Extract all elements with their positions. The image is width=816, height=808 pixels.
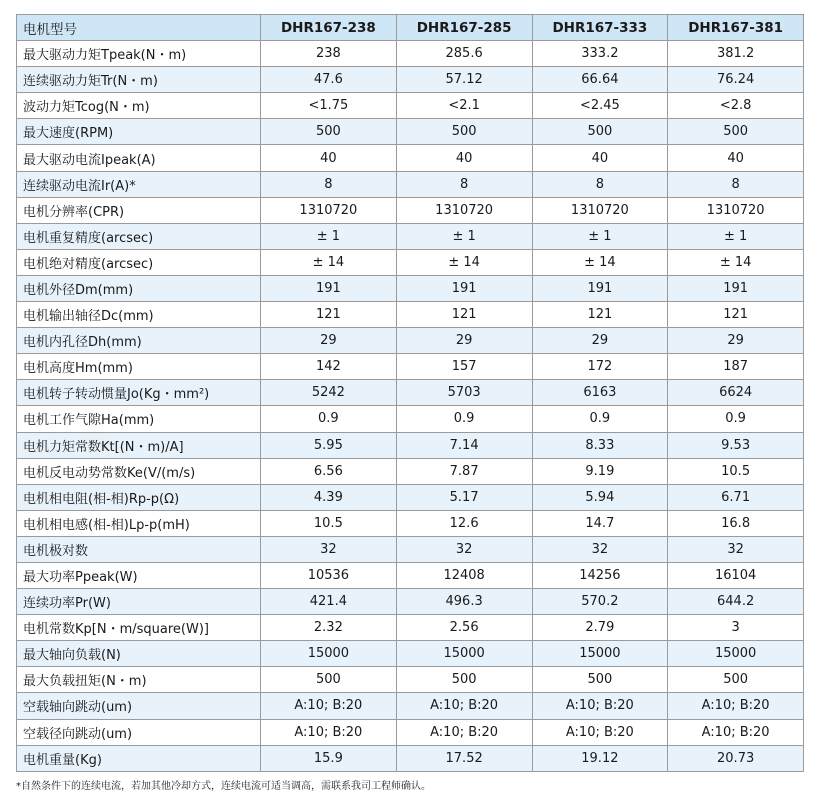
row-label-cell: 电机反电动势常数Ke(V/(m/s) xyxy=(17,458,261,484)
value-cell: 9.19 xyxy=(532,458,668,484)
value-cell: 500 xyxy=(668,119,804,145)
value-cell: 20.73 xyxy=(668,745,804,771)
value-cell: 4.39 xyxy=(261,484,397,510)
table-row xyxy=(17,615,804,641)
value-cell: 9.53 xyxy=(668,432,804,458)
value-cell: 5703 xyxy=(396,380,532,406)
value-cell: 2.79 xyxy=(532,615,668,641)
value-cell: <2.45 xyxy=(532,93,668,119)
value-cell: 15000 xyxy=(532,641,668,667)
value-cell: 8 xyxy=(668,171,804,197)
row-label-cell: 电机工作气隙Ha(mm) xyxy=(17,406,261,432)
value-cell: 121 xyxy=(261,302,397,328)
value-cell: 5.17 xyxy=(396,484,532,510)
value-cell: A:10; B:20 xyxy=(532,719,668,745)
value-cell: 191 xyxy=(668,275,804,301)
value-cell: 121 xyxy=(668,302,804,328)
table-row xyxy=(17,510,804,536)
table-row xyxy=(17,328,804,354)
row-label-cell: 电机分辨率(CPR) xyxy=(17,197,261,223)
table-row xyxy=(17,197,804,223)
value-cell: A:10; B:20 xyxy=(668,693,804,719)
value-cell: 6624 xyxy=(668,380,804,406)
table-row xyxy=(17,302,804,328)
footnote: *自然条件下的连续电流，若加其他冷却方式，连续电流可适当调高，需联系我司工程师确认。 xyxy=(16,780,431,792)
value-cell: 191 xyxy=(532,275,668,301)
value-cell: 421.4 xyxy=(261,589,397,615)
value-cell: ± 1 xyxy=(261,223,397,249)
value-cell: 15.9 xyxy=(261,745,397,771)
value-cell: 2.32 xyxy=(261,615,397,641)
row-label-cell: 电机相电感(相-相)Lp-p(mH) xyxy=(17,510,261,536)
row-label-cell: 连续功率Pr(W) xyxy=(17,589,261,615)
value-cell: 17.52 xyxy=(396,745,532,771)
table-row xyxy=(17,145,804,171)
table-header xyxy=(17,15,804,41)
table-row xyxy=(17,667,804,693)
spec-table xyxy=(16,14,804,772)
value-cell: 500 xyxy=(396,667,532,693)
value-cell: 8 xyxy=(532,171,668,197)
value-cell: 29 xyxy=(532,328,668,354)
table-row xyxy=(17,380,804,406)
value-cell: 0.9 xyxy=(261,406,397,432)
value-cell: A:10; B:20 xyxy=(532,693,668,719)
value-cell: ± 14 xyxy=(396,249,532,275)
table-row xyxy=(17,354,804,380)
value-cell: 5242 xyxy=(261,380,397,406)
value-cell: 15000 xyxy=(668,641,804,667)
value-cell: 3 xyxy=(668,615,804,641)
value-cell: 14256 xyxy=(532,562,668,588)
header-model-cell: DHR167-333 xyxy=(532,15,668,41)
row-label-cell: 电机力矩常数Kt[(N・m)/A] xyxy=(17,432,261,458)
row-label-cell: 连续驱动力矩Tr(N・m) xyxy=(17,67,261,93)
value-cell: 8 xyxy=(261,171,397,197)
value-cell: ± 1 xyxy=(396,223,532,249)
table-row xyxy=(17,562,804,588)
value-cell: 191 xyxy=(396,275,532,301)
table-row xyxy=(17,249,804,275)
row-label-cell: 电机重复精度(arcsec) xyxy=(17,223,261,249)
value-cell: 7.14 xyxy=(396,432,532,458)
value-cell: 6163 xyxy=(532,380,668,406)
value-cell: 29 xyxy=(668,328,804,354)
value-cell: 40 xyxy=(396,145,532,171)
table-row xyxy=(17,745,804,771)
table-row xyxy=(17,719,804,745)
value-cell: 121 xyxy=(532,302,668,328)
value-cell: 40 xyxy=(668,145,804,171)
value-cell: <1.75 xyxy=(261,93,397,119)
value-cell: 15000 xyxy=(261,641,397,667)
value-cell: ± 14 xyxy=(532,249,668,275)
row-label-cell: 最大功率Ppeak(W) xyxy=(17,562,261,588)
row-label-cell: 电机绝对精度(arcsec) xyxy=(17,249,261,275)
table-row xyxy=(17,406,804,432)
row-label-cell: 最大速度(RPM) xyxy=(17,119,261,145)
value-cell: ± 1 xyxy=(668,223,804,249)
value-cell: 8.33 xyxy=(532,432,668,458)
row-label-cell: 电机输出轴径Dc(mm) xyxy=(17,302,261,328)
value-cell: 10.5 xyxy=(668,458,804,484)
row-label-cell: 电机转子转动惯量Jo(Kg・mm²) xyxy=(17,380,261,406)
table-row xyxy=(17,458,804,484)
value-cell: 285.6 xyxy=(396,41,532,67)
table-body xyxy=(17,41,804,772)
table-row xyxy=(17,641,804,667)
value-cell: A:10; B:20 xyxy=(261,719,397,745)
value-cell: 57.12 xyxy=(396,67,532,93)
value-cell: 40 xyxy=(532,145,668,171)
value-cell: 0.9 xyxy=(668,406,804,432)
value-cell: 15000 xyxy=(396,641,532,667)
value-cell: 157 xyxy=(396,354,532,380)
value-cell: 14.7 xyxy=(532,510,668,536)
value-cell: 1310720 xyxy=(668,197,804,223)
row-label-cell: 最大驱动力矩Tpeak(N・m) xyxy=(17,41,261,67)
value-cell: 0.9 xyxy=(396,406,532,432)
value-cell: 172 xyxy=(532,354,668,380)
value-cell: 66.64 xyxy=(532,67,668,93)
value-cell: 8 xyxy=(396,171,532,197)
value-cell: 16.8 xyxy=(668,510,804,536)
value-cell: 32 xyxy=(532,536,668,562)
spec-sheet xyxy=(16,14,803,792)
value-cell: 6.56 xyxy=(261,458,397,484)
value-cell: 2.56 xyxy=(396,615,532,641)
row-label-cell: 最大负载扭矩(N・m) xyxy=(17,667,261,693)
value-cell: 500 xyxy=(532,667,668,693)
value-cell: 333.2 xyxy=(532,41,668,67)
value-cell: 570.2 xyxy=(532,589,668,615)
value-cell: A:10; B:20 xyxy=(396,693,532,719)
value-cell: 47.6 xyxy=(261,67,397,93)
value-cell: 19.12 xyxy=(532,745,668,771)
row-label-cell: 电机重量(Kg) xyxy=(17,745,261,771)
value-cell: 187 xyxy=(668,354,804,380)
value-cell: <2.8 xyxy=(668,93,804,119)
value-cell: 121 xyxy=(396,302,532,328)
value-cell: ± 1 xyxy=(532,223,668,249)
row-label-cell: 电机极对数 xyxy=(17,536,261,562)
value-cell: 0.9 xyxy=(532,406,668,432)
row-label-cell: 电机常数Kp[N・m/square(W)] xyxy=(17,615,261,641)
row-label-cell: 最大轴向负载(N) xyxy=(17,641,261,667)
value-cell: 1310720 xyxy=(261,197,397,223)
value-cell: 1310720 xyxy=(396,197,532,223)
header-model-cell: DHR167-381 xyxy=(668,15,804,41)
table-row xyxy=(17,536,804,562)
table-row xyxy=(17,119,804,145)
table-row xyxy=(17,484,804,510)
value-cell: 29 xyxy=(261,328,397,354)
header-model-cell: DHR167-238 xyxy=(261,15,397,41)
value-cell: 32 xyxy=(261,536,397,562)
value-cell: 16104 xyxy=(668,562,804,588)
value-cell: 12408 xyxy=(396,562,532,588)
row-label-cell: 电机高度Hm(mm) xyxy=(17,354,261,380)
value-cell: <2.1 xyxy=(396,93,532,119)
value-cell: 29 xyxy=(396,328,532,354)
value-cell: 500 xyxy=(261,667,397,693)
value-cell: 5.95 xyxy=(261,432,397,458)
value-cell: A:10; B:20 xyxy=(668,719,804,745)
value-cell: A:10; B:20 xyxy=(396,719,532,745)
value-cell: 12.6 xyxy=(396,510,532,536)
table-row xyxy=(17,693,804,719)
value-cell: 32 xyxy=(668,536,804,562)
table-row xyxy=(17,223,804,249)
value-cell: 191 xyxy=(261,275,397,301)
value-cell: 32 xyxy=(396,536,532,562)
value-cell: 496.3 xyxy=(396,589,532,615)
value-cell: A:10; B:20 xyxy=(261,693,397,719)
value-cell: ± 14 xyxy=(261,249,397,275)
table-row xyxy=(17,41,804,67)
row-label-cell: 空载径向跳动(um) xyxy=(17,719,261,745)
row-label-cell: 波动力矩Tcog(N・m) xyxy=(17,93,261,119)
value-cell: 40 xyxy=(261,145,397,171)
table-row xyxy=(17,171,804,197)
value-cell: 381.2 xyxy=(668,41,804,67)
row-label-cell: 空载轴向跳动(um) xyxy=(17,693,261,719)
row-label-cell: 电机内孔径Dh(mm) xyxy=(17,328,261,354)
value-cell: 500 xyxy=(261,119,397,145)
value-cell: 5.94 xyxy=(532,484,668,510)
row-label-cell: 电机外径Dm(mm) xyxy=(17,275,261,301)
row-label-cell: 电机相电阻(相-相)Rp-p(Ω) xyxy=(17,484,261,510)
value-cell: 238 xyxy=(261,41,397,67)
header-row xyxy=(17,15,804,41)
row-label-cell: 最大驱动电流Ipeak(A) xyxy=(17,145,261,171)
table-row xyxy=(17,432,804,458)
header-model-cell: DHR167-285 xyxy=(396,15,532,41)
value-cell: 644.2 xyxy=(668,589,804,615)
row-label-cell: 连续驱动电流Ir(A)* xyxy=(17,171,261,197)
table-row xyxy=(17,93,804,119)
table-row xyxy=(17,67,804,93)
value-cell: 6.71 xyxy=(668,484,804,510)
value-cell: 500 xyxy=(668,667,804,693)
value-cell: 76.24 xyxy=(668,67,804,93)
value-cell: 1310720 xyxy=(532,197,668,223)
value-cell: 500 xyxy=(532,119,668,145)
value-cell: ± 14 xyxy=(668,249,804,275)
value-cell: 10536 xyxy=(261,562,397,588)
value-cell: 10.5 xyxy=(261,510,397,536)
header-label-cell: 电机型号 xyxy=(17,15,261,41)
table-row xyxy=(17,275,804,301)
value-cell: 7.87 xyxy=(396,458,532,484)
table-row xyxy=(17,589,804,615)
value-cell: 500 xyxy=(396,119,532,145)
value-cell: 142 xyxy=(261,354,397,380)
